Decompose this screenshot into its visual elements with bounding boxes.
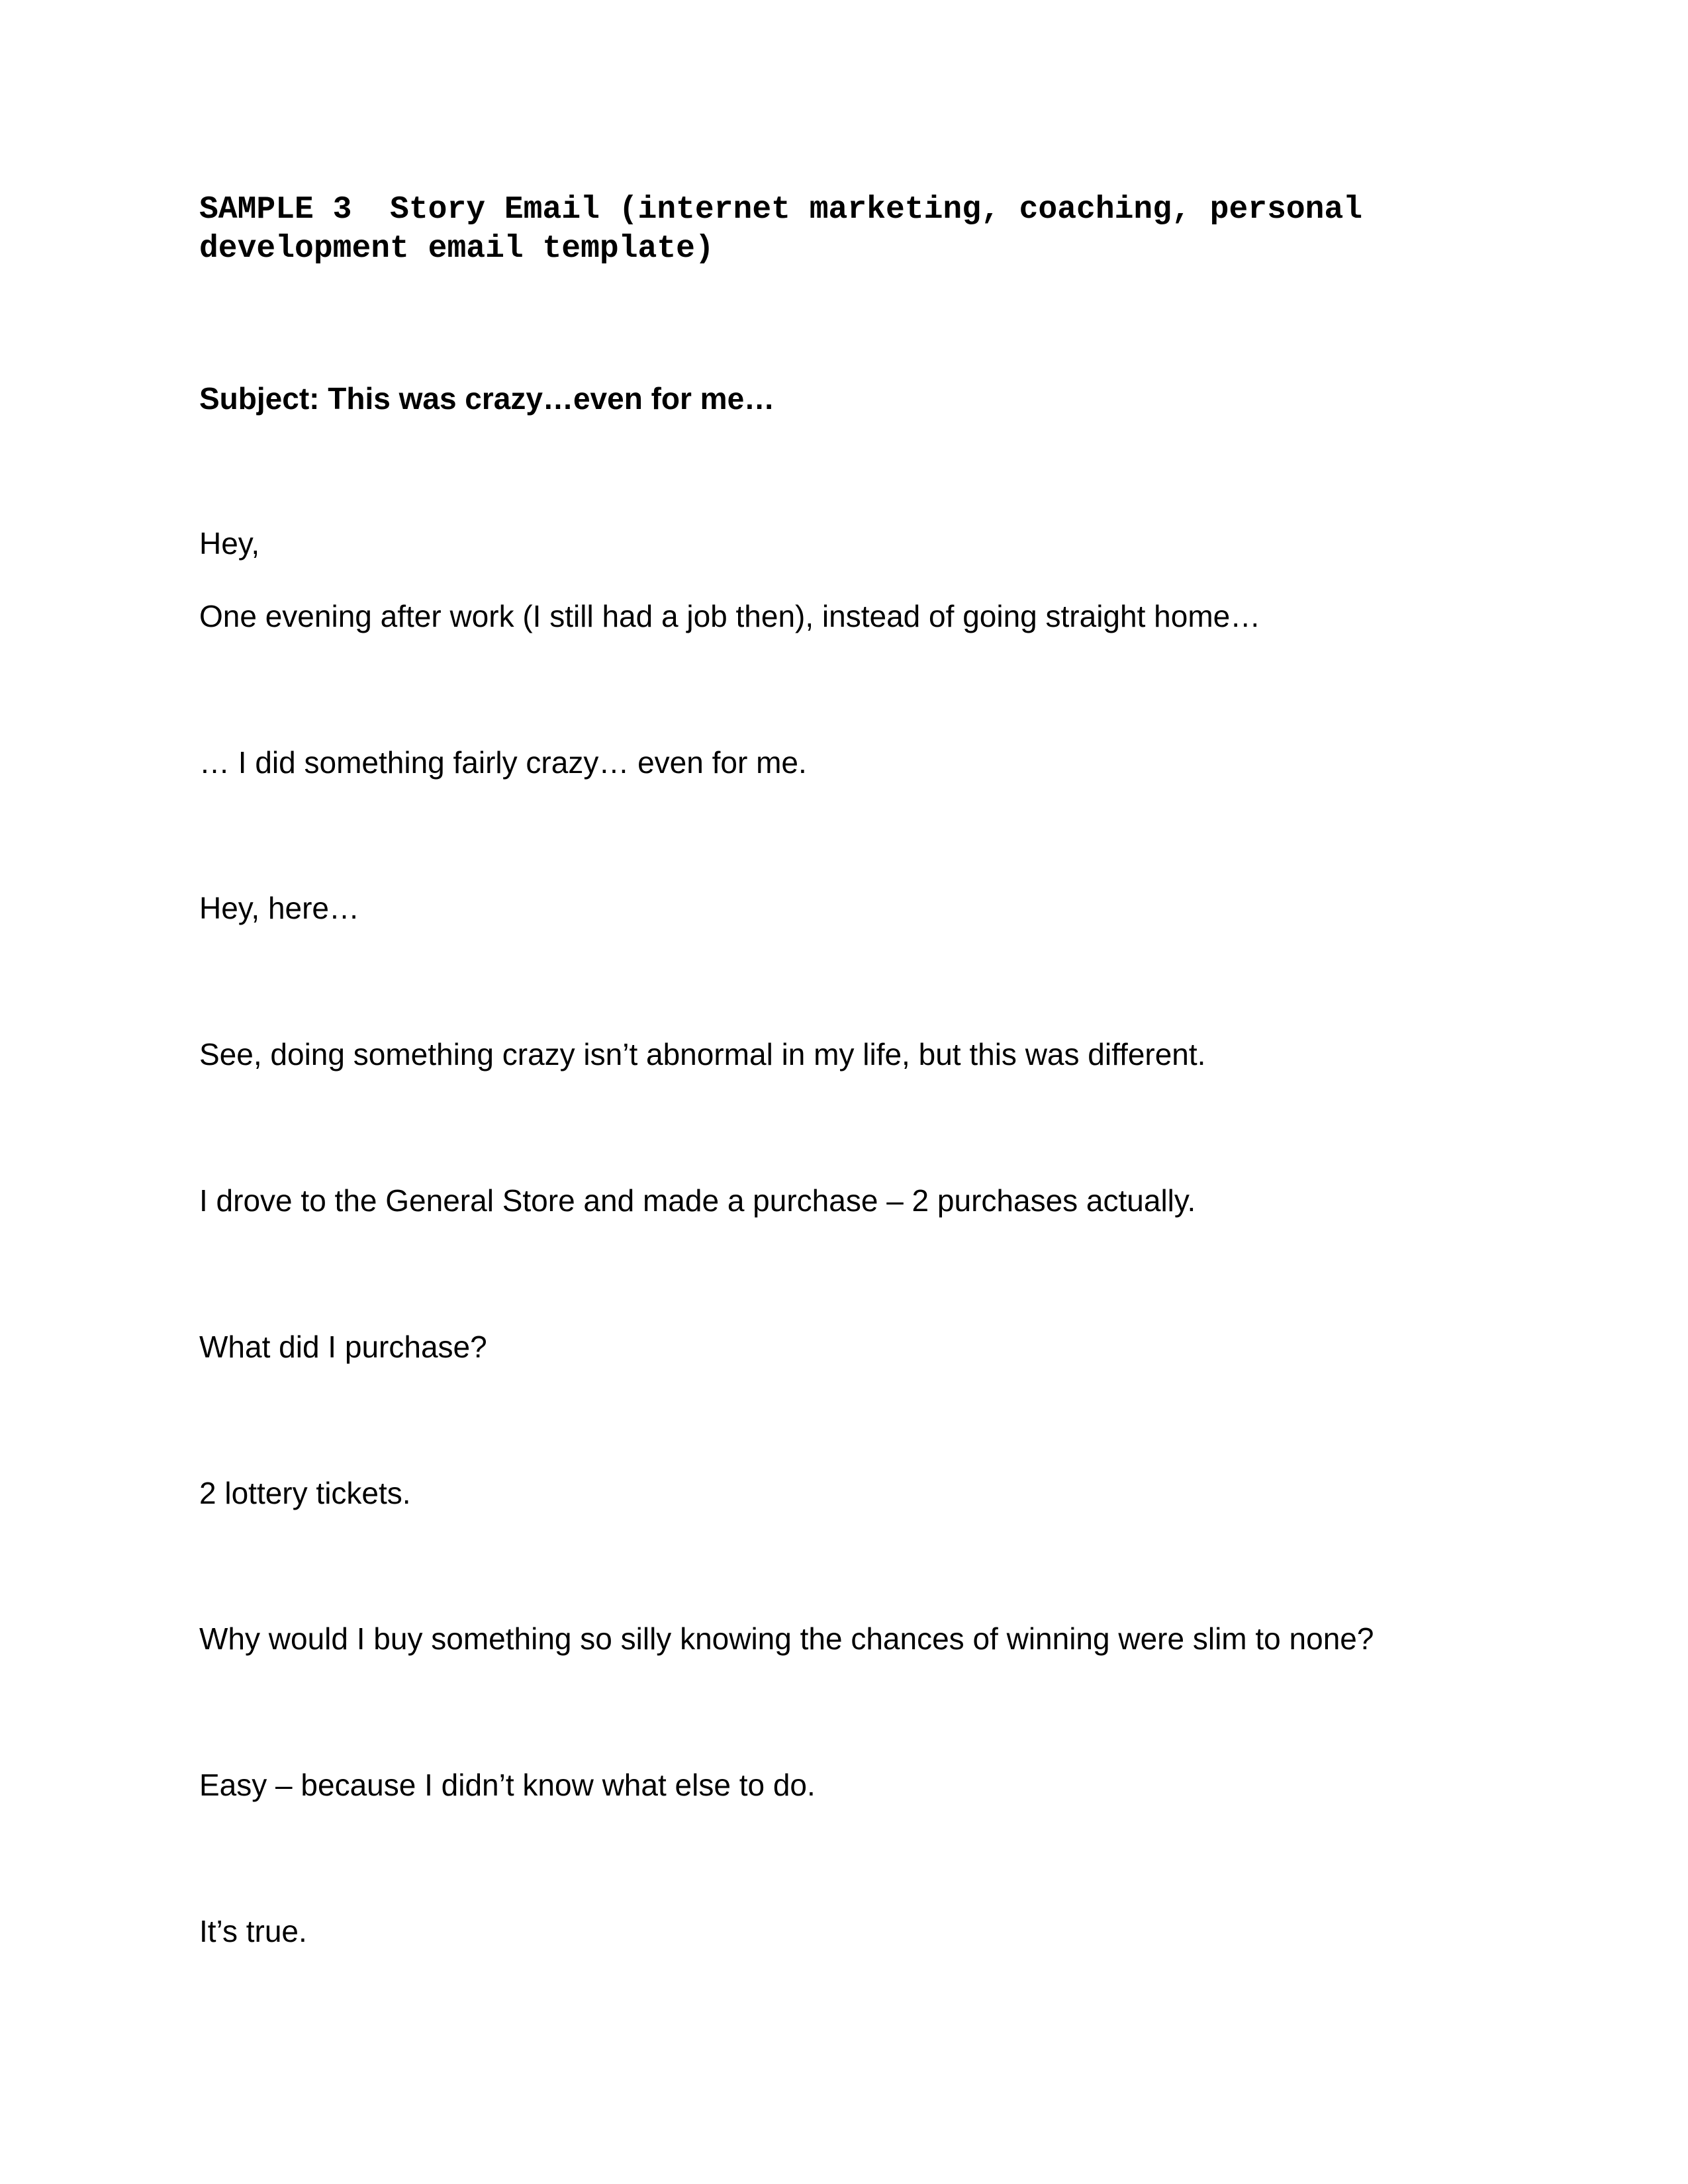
paragraph: What did I purchase?	[199, 1330, 487, 1364]
paragraph-greeting: Hey,	[199, 526, 260, 561]
paragraph: Hey, here…	[199, 891, 360, 925]
document-heading	[199, 191, 1490, 269]
paragraph: Easy – because I didn’t know what else to do.	[199, 1768, 816, 1802]
email-subject: Subject: This was crazy…even for me…	[199, 381, 775, 416]
paragraph: 2 lottery tickets.	[199, 1476, 411, 1510]
paragraph: … I did something fairly crazy… even for me.	[199, 745, 807, 780]
paragraph: I drove to the General Store and made a purchase – 2 purchases actually.	[199, 1183, 1196, 1218]
paragraph: One evening after work (I still had a job then), instead of going straight home…	[199, 599, 1261, 633]
heading-line-1: SAMPLE 3 Story Email (internet marketing, coaching, personal	[199, 192, 1363, 228]
paragraph: See, doing something crazy isn’t abnormal in my life, but this was different.	[199, 1037, 1206, 1071]
paragraph: It’s true.	[199, 1914, 307, 1948]
heading-line-2: development email template)	[199, 231, 714, 267]
paragraph: Why would I buy something so silly knowing the chances of winning were slim to none?	[199, 1621, 1374, 1656]
